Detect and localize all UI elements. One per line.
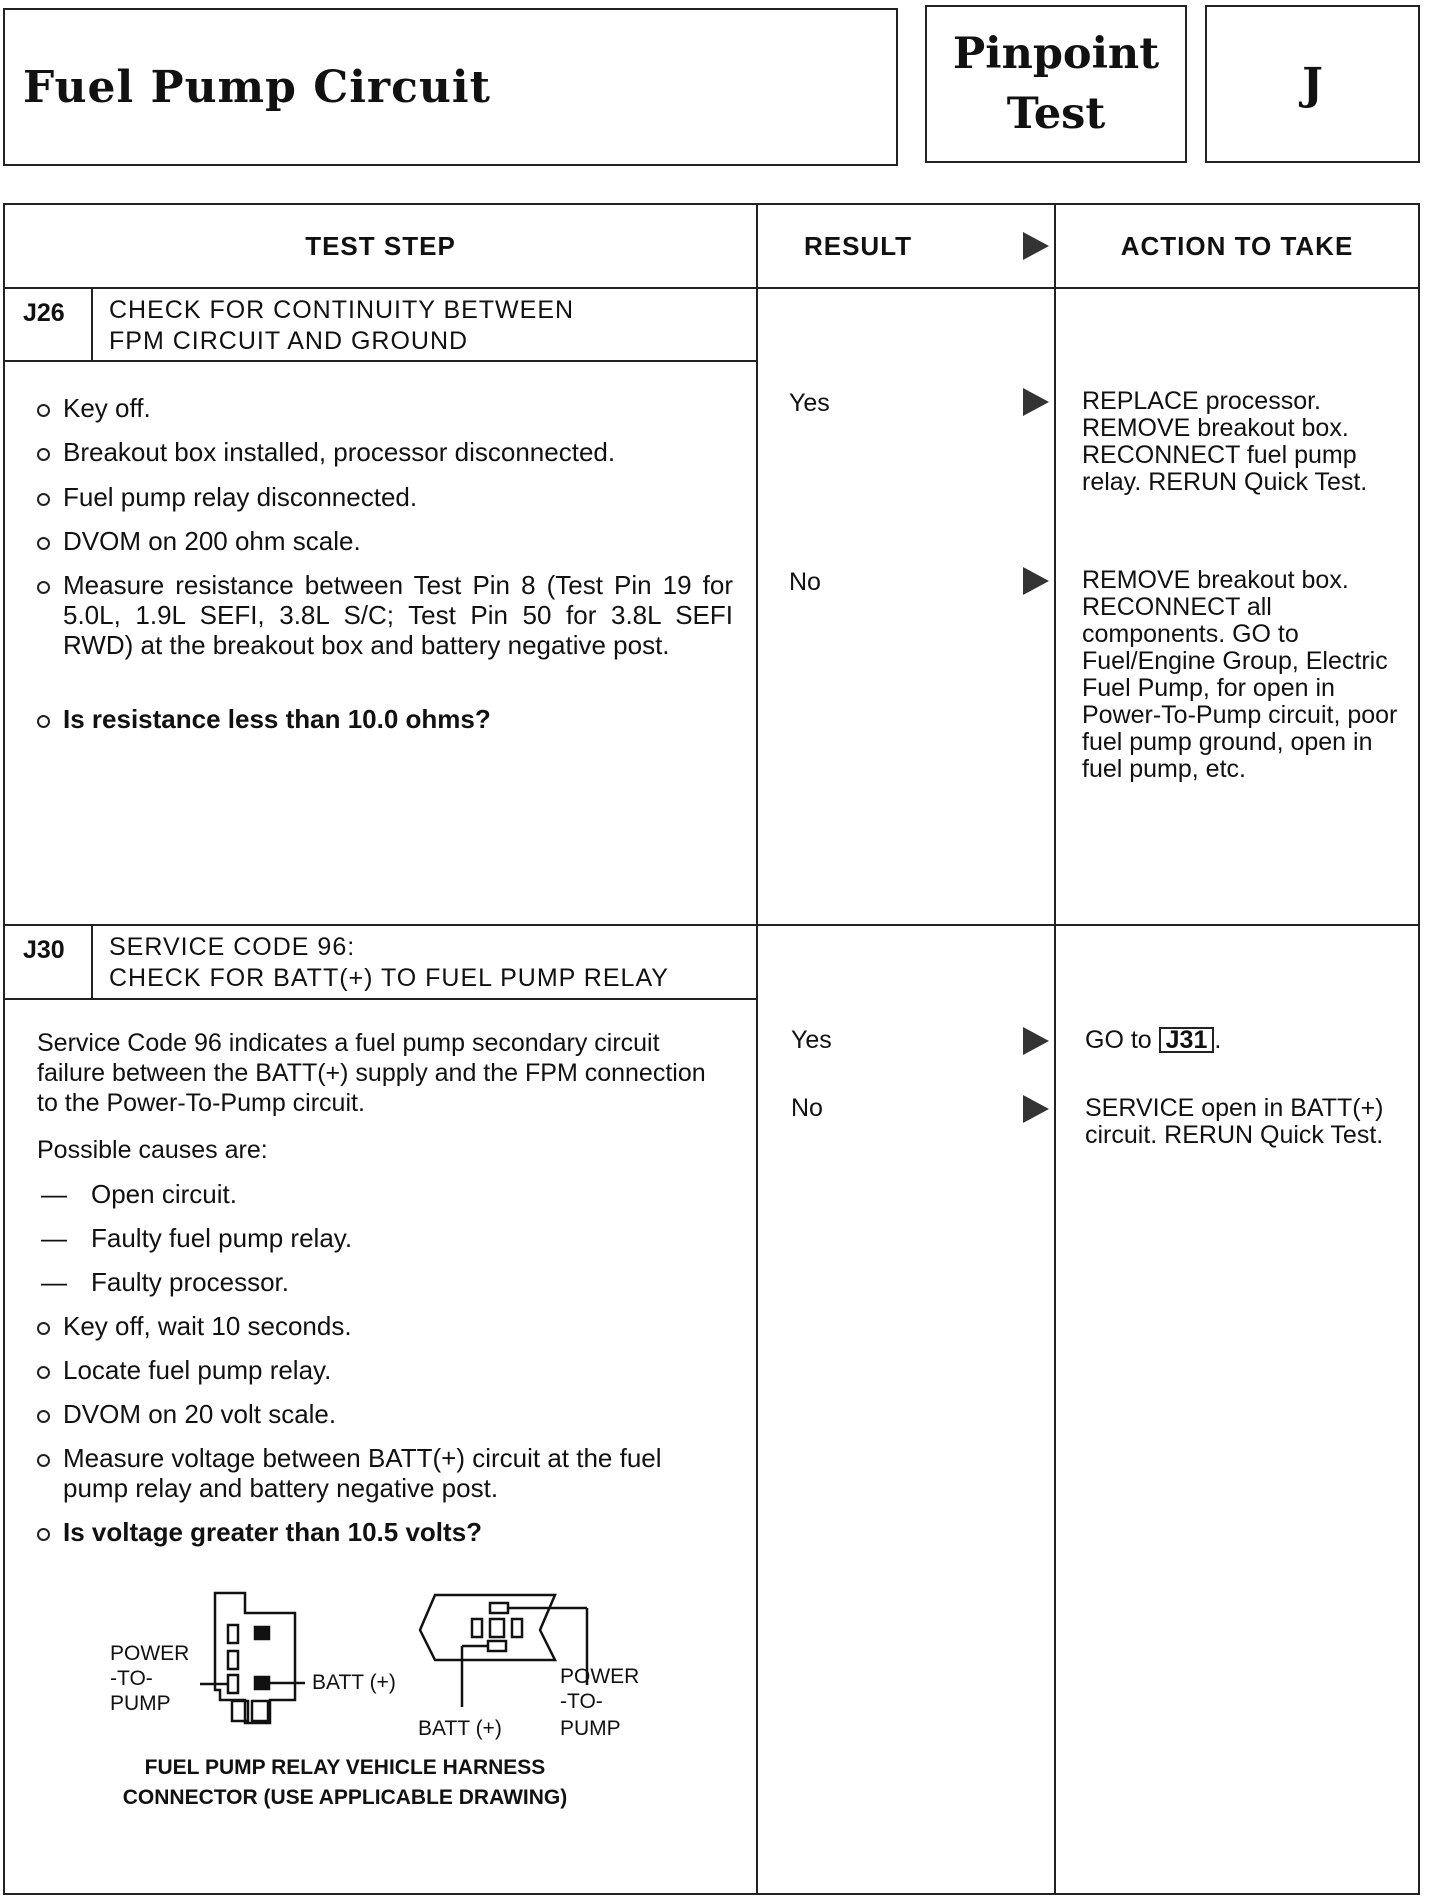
diagram-label: POWER <box>110 1642 190 1665</box>
step-intro: Service Code 96 indicates a fuel pump secondary circuit failure between the BATT(+) supply and the FPM connection to the Power-To-Pump circuit. <box>37 1029 706 1117</box>
list-item: — Faulty fuel pump relay. <box>41 1223 353 1253</box>
result-label: Yes <box>791 1026 832 1054</box>
result-arrow-icon <box>1023 1095 1049 1123</box>
step-id: J26 <box>23 299 65 327</box>
causes-label: Possible causes are: <box>37 1136 268 1164</box>
step-title-divider <box>5 998 756 1000</box>
step-title-line: CHECK FOR CONTINUITY BETWEEN <box>109 296 575 324</box>
column-divider <box>1054 205 1056 1893</box>
pinpoint-test-box <box>925 5 1187 163</box>
question-item: Is resistance less than 10.0 ohms? <box>33 704 733 734</box>
action-text: SERVICE open in BATT(+) circuit. RERUN Quick Test. <box>1085 1094 1384 1149</box>
step-title-line: CHECK FOR BATT(+) TO FUEL PUMP RELAY <box>109 964 669 992</box>
caption-line: FUEL PUMP RELAY VEHICLE HARNESS <box>144 1756 546 1779</box>
action-text <box>1085 1027 1221 1054</box>
diagram-label: BATT (+) <box>312 1671 396 1694</box>
header-divider <box>5 287 1418 289</box>
result-label: No <box>789 568 821 596</box>
question-item: Is voltage greater than 10.5 volts? <box>33 1517 733 1547</box>
diagram-label: -TO- <box>110 1667 153 1690</box>
diagram-label: POWER <box>560 1665 640 1688</box>
list-item: Locate fuel pump relay. <box>33 1355 733 1385</box>
list-item: Breakout box installed, processor disconnected. <box>33 437 733 467</box>
title-box <box>3 8 898 166</box>
diagram-label: BATT (+) <box>418 1717 502 1740</box>
caption-line: CONNECTOR (USE APPLICABLE DRAWING) <box>122 1786 568 1809</box>
result-arrow-icon <box>1023 388 1049 416</box>
action-prefix: GO to <box>1085 1026 1152 1054</box>
diagram-label: PUMP <box>110 1692 171 1715</box>
list-item: Key off, wait 10 seconds. <box>33 1311 733 1341</box>
list-item: — Faulty processor. <box>41 1267 289 1297</box>
diagram-label: PUMP <box>560 1717 621 1740</box>
connector-left-drawing <box>200 1593 305 1723</box>
pinpoint-label: Pinpoint <box>952 29 1160 79</box>
row-divider <box>5 924 1418 926</box>
result-arrow-icon <box>1023 1027 1049 1055</box>
header-test-step: TEST STEP <box>305 230 456 261</box>
test-table <box>3 203 1420 1895</box>
step-id-divider <box>91 926 93 999</box>
action-suffix: . <box>1214 1026 1222 1054</box>
step-title <box>109 932 669 994</box>
test-label: Test <box>1006 89 1106 139</box>
step-title-divider <box>5 360 756 362</box>
result-arrow-icon <box>1023 567 1049 595</box>
diagram-label: -TO- <box>560 1690 603 1713</box>
step-title-line: SERVICE CODE 96: <box>109 933 356 961</box>
test-letter: J <box>1302 58 1323 110</box>
step-title-line: FPM CIRCUIT AND GROUND <box>109 327 469 355</box>
step-title <box>109 295 574 357</box>
step-id-divider <box>91 289 93 361</box>
header-arrow-icon <box>1023 232 1049 260</box>
list-item: Measure resistance between Test Pin 8 (Test Pin 19 for 5.0L, 1.9L SEFI, 3.8L S/C; Test Pin 50 for 3.8L SEFI RWD) at the breakout box and battery negative post. <box>33 570 733 660</box>
list-item: Measure voltage between BATT(+) circuit at the fuel pump relay and battery negative post. <box>33 1443 713 1503</box>
header-result: RESULT <box>803 230 913 261</box>
list-item: Fuel pump relay disconnected. <box>33 482 733 512</box>
step-reference: J31 <box>1159 1027 1215 1053</box>
action-text: REMOVE breakout box. RECONNECT all components. GO to Fuel/Engine Group, Electric Fuel Pump, for open in Power-To-Pump circuit, poor fuel pump ground, open in fuel pump, etc. <box>1082 566 1398 783</box>
list-item: — Open circuit. <box>41 1179 237 1209</box>
step-id: J30 <box>23 936 65 964</box>
action-text: REPLACE processor. REMOVE breakout box. RECONNECT fuel pump relay. RERUN Quick Test. <box>1082 387 1368 496</box>
list-item: Key off. <box>33 393 733 423</box>
result-label: Yes <box>789 389 830 417</box>
page-title: Fuel Pump Circuit <box>23 61 491 113</box>
result-label: No <box>791 1094 823 1122</box>
test-letter-box <box>1205 5 1420 163</box>
column-divider <box>756 205 758 1893</box>
list-item: DVOM on 20 volt scale. <box>33 1399 733 1429</box>
relay-connector-diagram <box>100 1585 660 1745</box>
diagram-caption <box>65 1753 625 1813</box>
header-action: ACTION TO TAKE <box>1120 230 1354 261</box>
list-item: DVOM on 200 ohm scale. <box>33 526 733 556</box>
